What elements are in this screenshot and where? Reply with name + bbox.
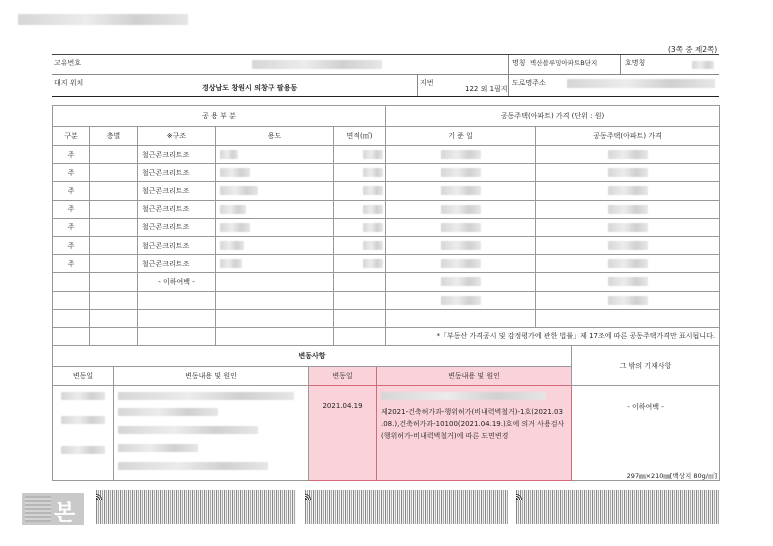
price-note: *「부동산 가격공시 및 감정평가에 관한 법률」제 17조에 따른 공동주택가격만 표시됩니다. [386,327,720,345]
cell-floor [90,218,138,236]
cell-gubun: 주 [53,182,90,200]
empty-cell [216,327,334,345]
redaction [608,223,648,232]
col-floor: 층별 [90,127,138,146]
cell-area [334,309,386,327]
cell-floor [90,291,138,309]
redaction [61,416,105,424]
redaction [608,296,648,305]
logo-pattern [25,496,51,522]
cell-gubun [53,273,90,291]
cell-floor [90,200,138,218]
change-col-date2: 변동일 [309,367,377,386]
redaction [363,259,383,268]
redaction [608,241,648,250]
redaction [363,205,383,214]
redaction [608,205,648,214]
barcode-2 [305,490,508,524]
cell-base-date [386,200,536,218]
cell-area [334,255,386,273]
change-col-date: 변동일 [53,367,114,386]
location-label: 대지 위치 [54,79,84,87]
redaction [118,426,258,434]
cell-gubun: 주 [53,218,90,236]
table-row [53,218,720,236]
cell-base-date [386,236,536,254]
lot-label: 지번 [420,79,434,87]
location-value: 경상남도 창원시 의창구 팔용동 [202,84,298,92]
redaction [441,168,481,177]
redaction [220,259,242,268]
table-row [53,327,720,345]
cell-price [536,273,720,291]
change-col-content2: 변동내용 및 원인 [377,367,572,386]
table-row [53,146,720,164]
cell-price [536,309,720,327]
dong-redaction [692,61,714,69]
redaction [441,186,481,195]
redaction [441,150,481,159]
page-count: (3쪽 중 제2쪽) [668,45,718,54]
cell-area [334,291,386,309]
change-col-content: 변동내용 및 원인 [114,367,309,386]
price-header: 공동주택(아파트) 가격 (단위 : 원) [386,106,720,127]
cell-floor [90,309,138,327]
col-usage: 용도 [216,127,334,146]
cell-base-date [386,182,536,200]
redaction [118,408,218,416]
redaction [441,259,481,268]
redaction [363,168,383,177]
cell-gubun: 주 [53,146,90,164]
cell-price [536,164,720,182]
table-row [53,291,720,309]
cell-area [334,273,386,291]
cell-usage [216,200,334,218]
change-title: 변동사항 [53,346,572,367]
cell-price [536,146,720,164]
info-row-1 [52,55,719,75]
cell-floor [90,146,138,164]
col-base-date: 기 준 일 [386,127,536,146]
redaction [220,168,250,177]
cell-usage [216,146,334,164]
cell-base-date [386,291,536,309]
cell-area [334,200,386,218]
cell-floor [90,164,138,182]
cell-usage [216,218,334,236]
redaction [61,446,105,454]
cell-gubun: 주 [53,236,90,254]
cell-floor [90,273,138,291]
divider [508,55,509,74]
common-header: 공 용 부 분 [53,106,386,127]
redaction [363,241,383,250]
table-row [53,273,720,291]
cell-gubun [53,291,90,309]
empty-cell [334,327,386,345]
road-redaction [567,79,715,88]
cell-base-date [386,146,536,164]
divider [417,75,418,96]
other-blank: - 이하여백 - [572,386,720,481]
cell-usage [216,236,334,254]
lot-value: 122 외 1필지 [465,85,508,93]
empty-cell [53,327,90,345]
info-block [52,54,719,97]
redaction [608,277,648,286]
table-body [53,146,720,346]
blank-marker: - 이하여백 - [138,273,216,291]
table-row [53,309,720,327]
cell-area [334,182,386,200]
cell-usage [216,273,334,291]
table-row [53,164,720,182]
cell-price [536,182,720,200]
redaction [608,150,648,159]
cell-structure: 철근콘크리트조 [138,182,216,200]
redaction [220,186,258,195]
redaction [220,241,244,250]
cell-gubun: 주 [53,164,90,182]
cell-floor [90,236,138,254]
redaction [363,223,383,232]
empty-cell [138,327,216,345]
cell-base-date [386,255,536,273]
redaction [608,186,648,195]
redaction [441,296,481,305]
cell-usage [216,291,334,309]
redaction [118,462,268,470]
logo-char: 본 [54,501,76,526]
change-table [52,345,720,481]
change-line-3: (행위허가-비내력벽철거)에 따른 도면변경 [381,432,509,440]
issuer-logo [22,493,84,525]
cell-structure: 철근콘크리트조 [138,236,216,254]
dong-label: 호명칭 [625,59,646,67]
divider [508,75,509,96]
cell-price [536,200,720,218]
road-label: 도로명주소 [512,79,546,87]
redaction [61,392,105,400]
cell-usage [216,309,334,327]
unique-no-redaction [252,60,382,69]
cell-structure: 철근콘크리트조 [138,218,216,236]
cell-structure: 철근콘크리트조 [138,200,216,218]
cell-area [334,164,386,182]
cell-base-date [386,309,536,327]
header-redaction [18,14,188,25]
cell-base-date [386,273,536,291]
change-content-cell [114,386,309,481]
cell-price [536,218,720,236]
cell-price [536,291,720,309]
redaction [220,150,238,159]
col-area: 면적(㎡) [334,127,386,146]
table-row [53,182,720,200]
redaction [608,259,648,268]
divider [620,55,621,74]
empty-cell [90,327,138,345]
redaction [608,168,648,177]
cell-gubun: 주 [53,200,90,218]
table-row [53,255,720,273]
redaction [441,277,481,286]
cell-usage [216,164,334,182]
cell-structure: 철근콘크리트조 [138,164,216,182]
redaction [118,444,198,452]
redaction [220,223,250,232]
cell-base-date [386,218,536,236]
change-line-1: 제2021-건축허가과-행위허가(비내력벽철거)-1호(2021.03 [381,408,563,416]
cell-price [536,236,720,254]
cell-floor [90,255,138,273]
redaction [441,223,481,232]
barcode-1 [96,490,296,524]
cell-gubun: 주 [53,255,90,273]
cell-area [334,218,386,236]
cell-area [334,146,386,164]
name-value: 벽산블루밍아파트B단지 [530,59,598,67]
change-date-value: 2021.04.19 [309,386,377,481]
change-date-cell [53,386,114,481]
redaction [220,205,246,214]
table-row [53,200,720,218]
cell-price [536,255,720,273]
cell-structure: 철근콘크리트조 [138,146,216,164]
other-title: 그 밖의 기재사항 [572,346,720,386]
redaction [441,241,481,250]
cell-structure [138,291,216,309]
cell-usage [216,182,334,200]
change-detail-cell [377,386,572,481]
change-line-2: .08.),건축허가과-10100(2021.04.19.)호에 의거 사용검사 [381,420,565,428]
unique-no-label: 고유번호 [54,59,82,67]
cell-floor [90,182,138,200]
table-row [53,236,720,254]
cell-usage [216,255,334,273]
name-label: 명칭 [512,59,526,67]
col-gubun: 구분 [53,127,90,146]
info-row-2 [52,75,719,97]
cell-structure: 철근콘크리트조 [138,255,216,273]
redaction [381,392,546,400]
redaction [441,205,481,214]
common-area-table [52,105,720,346]
cell-base-date [386,164,536,182]
cell-structure [138,309,216,327]
redaction [363,150,383,159]
redaction [118,392,294,400]
redaction [363,186,383,195]
cell-gubun [53,309,90,327]
col-structure: ※구조 [138,127,216,146]
col-price: 공동주택(아파트) 가격 [536,127,720,146]
cell-area [334,236,386,254]
paper-size: 297㎜×210㎜[백상지 80g/㎡] [626,472,717,480]
barcode-3 [516,490,719,524]
